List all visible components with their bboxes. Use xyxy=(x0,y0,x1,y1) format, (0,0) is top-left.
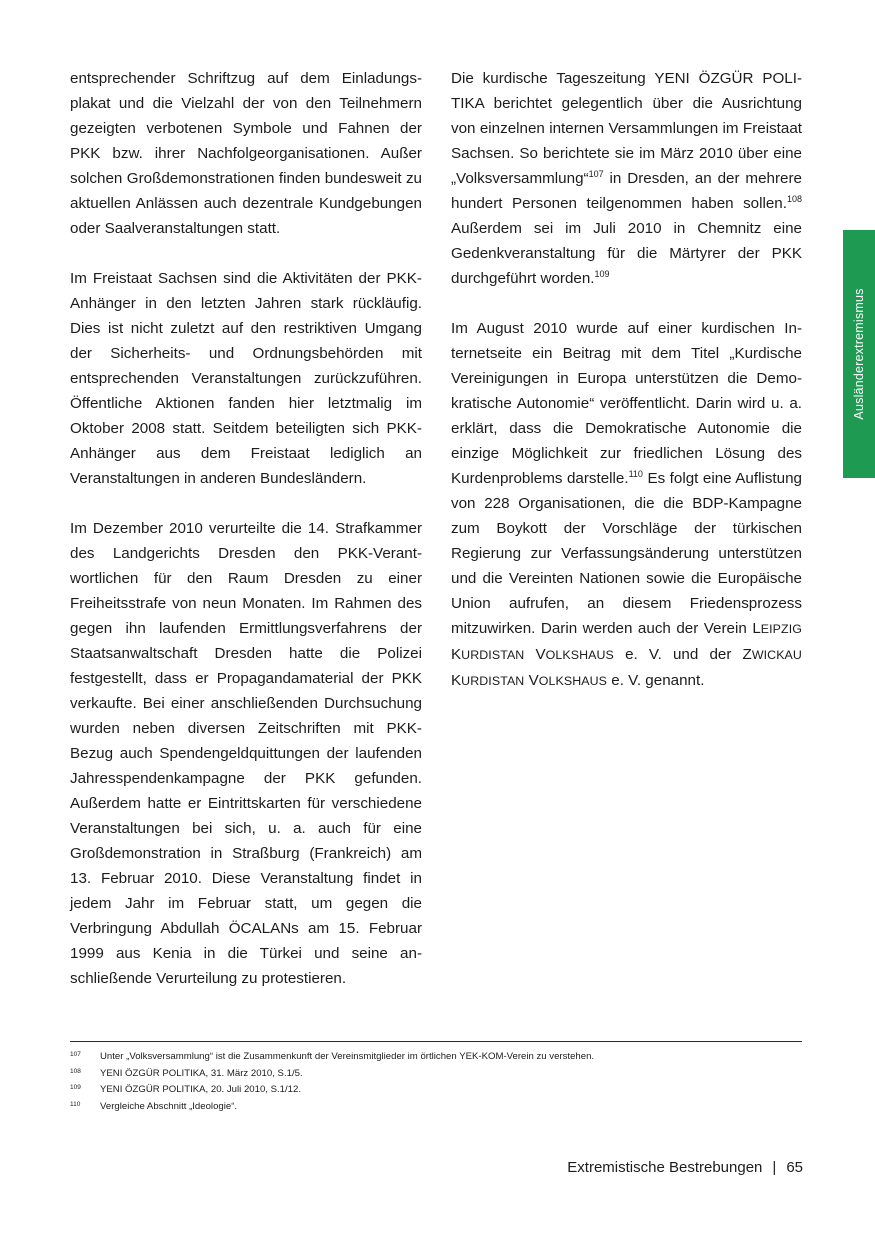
paragraph: Im Freistaat Sachsen sind die Aktivitäten der PKK-Anhänger in den letzten Jahren stark rückläufig. Dies ist nicht zuletzt auf den restriktiven Umgang der Sicherheits- und Ordnungsbehörden mit entsprechenden Veranstaltungen zurückzuführen. Öffentliche Aktionen fanden hier letztmalig im Oktober 2008 statt. Seitdem beteiligten sich PKK-Anhänger aus dem Freistaat lediglich an Veranstaltungen in anderen Bundesländern. xyxy=(70,270,422,487)
paragraph xyxy=(451,316,802,694)
org-initial: V xyxy=(535,646,546,663)
right-column xyxy=(451,66,802,719)
footnote-ref: 110 xyxy=(628,469,643,479)
org-initial: L xyxy=(752,620,761,637)
text-run: in Dresden, an der mehrere hundert Personen teilgenommen haben sollen. xyxy=(451,170,802,212)
paragraph: entsprechender Schriftzug auf dem Einladungsplakat und die Vielzahl der von den Teilnehmern gezeigten verbotenen Symbole und Fahnen der PKK bzw. ihrer Nachfolgeorganisationen. Außer solchen Großdemonstrationen finden bundesweit zu aktuellen Anlässen auch dezentrale Kundgebungen oder Saalveranstaltungen statt. xyxy=(70,70,422,237)
footnote-text: Vergleiche Abschnitt „Ideologie“. xyxy=(100,1100,238,1112)
org-smallcaps: WICKAU xyxy=(751,648,802,662)
footnote xyxy=(70,1049,802,1066)
footnote-number: 107 xyxy=(70,1051,81,1058)
footnote-ref: 108 xyxy=(786,194,802,204)
org-initial: K xyxy=(451,646,462,663)
org-initial: K xyxy=(451,672,462,689)
org-initial: V xyxy=(528,672,539,689)
footnote-text: YENI ÖZGÜR POLITIKA, 31. März 2010, S.1/5. xyxy=(100,1067,303,1079)
footnote-number: 109 xyxy=(70,1084,81,1091)
footnote-divider xyxy=(70,1041,802,1042)
footer-separator: | xyxy=(772,1159,777,1176)
footnote-number: 110 xyxy=(70,1100,81,1108)
text-run: Im August 2010 wurde auf einer kurdischen Internetseite ein Beitrag mit dem Titel „Kurdische Vereinigungen in Europa unterstützen die Demokratische Autonomie“ veröffentlicht. Darin wird u. a. erklärt, dass die Demokratische Autonomie die einzige Möglichkeit zur friedlichen Lösung des Kurdenproblems darstelle. xyxy=(451,320,802,487)
footnote-text: Unter „Volksversammlung“ ist die Zusammenkunft der Vereinsmitglieder im örtlichen YEK-KOM-Verein zu verstehen. xyxy=(100,1051,595,1062)
section-tab xyxy=(843,230,875,478)
paragraph: Im Dezember 2010 verurteilte die 14. Strafkammer des Landgerichts Dresden den PKK-Verantwortlichen für den Raum Dresden zu einer Freiheitsstrafe von neun Monaten. Im Rahmen des gegen ihn laufenden Ermittlungsverfahrens der Staatsanwaltschaft Dresden hatte die Polizei festgestellt, dass er Propagandamaterial der PKK verkaufte. Bei einer anschließenden Durchsuchung wurden neben diversen Zeitschriften mit PKK-Bezug auch Spendengeldquittungen der laufenden Jahresspendenkampagne der PKK gefunden. Außerdem hatte er Eintrittskarten für verschiedene Veranstaltungen bei sich, u. a. auch für eine Großdemonstration in Straßburg (Frankreich) am 13. Februar 2010. Diese Veranstaltung findet in jedem Jahr im Februar statt, um gegen die Verbringung Abdullah ÖCALANs am 15. Februar 1999 aus Kenia in die Türkei und seine anschließende Verurteilung zu protestieren. xyxy=(70,520,422,987)
org-smallcaps: EIPZIG xyxy=(760,622,802,636)
org-smallcaps: OLKSHAUS xyxy=(545,648,614,662)
footnote-ref: 109 xyxy=(594,269,610,279)
page-number: 65 xyxy=(786,1159,803,1176)
footnote xyxy=(70,1066,802,1083)
section-tab-label: Ausländerextremismus xyxy=(852,288,866,420)
org-smallcaps: URDISTAN xyxy=(461,674,525,688)
text-run: Es folgt eine Auflistung von 228 Organisationen, die die BDP-Kampagne zum Boykott der Vorschläge der türkischen Regierung zur Verfassungsänderung unterstützen und die Vereinten Nationen sowie die Europäische Union aufrufen, an diesem Friedensprozess mitzuwirken. Darin werden auch der Verein xyxy=(451,470,802,637)
footer-section-title: Extremistische Bestrebungen xyxy=(567,1159,763,1176)
paragraph xyxy=(451,66,802,291)
org-initial: Z xyxy=(742,646,752,663)
text-run: Außerdem sei im Juli 2010 in Chemnitz eine Gedenkveranstaltung für die Märtyrer der PKK durchgeführt worden. xyxy=(451,220,802,287)
org-smallcaps: URDISTAN xyxy=(461,648,525,662)
left-column xyxy=(70,66,422,1016)
org-smallcaps: OLKSHAUS xyxy=(538,674,608,688)
footnote-ref: 107 xyxy=(588,169,604,179)
footnote-text: YENI ÖZGÜR POLITIKA, 20. Juli 2010, S.1/12. xyxy=(100,1084,302,1095)
footnote-number: 108 xyxy=(70,1067,81,1075)
footnote xyxy=(70,1082,802,1099)
footnote xyxy=(70,1099,802,1116)
text-run: e. V. genannt. xyxy=(607,672,705,689)
text-run: e. V. und der xyxy=(613,646,743,663)
text-run: Die kurdische Tageszeitung YENI ÖZGÜR POLITIKA berichtet gelegentlich über die Ausrichtung von einzelnen internen Versammlungen im Freistaat Sachsen. So berichtete sie im März 2010 über eine „Volksversammlung“ xyxy=(451,70,802,187)
page-footer xyxy=(567,1157,803,1179)
footnotes xyxy=(70,1049,802,1115)
